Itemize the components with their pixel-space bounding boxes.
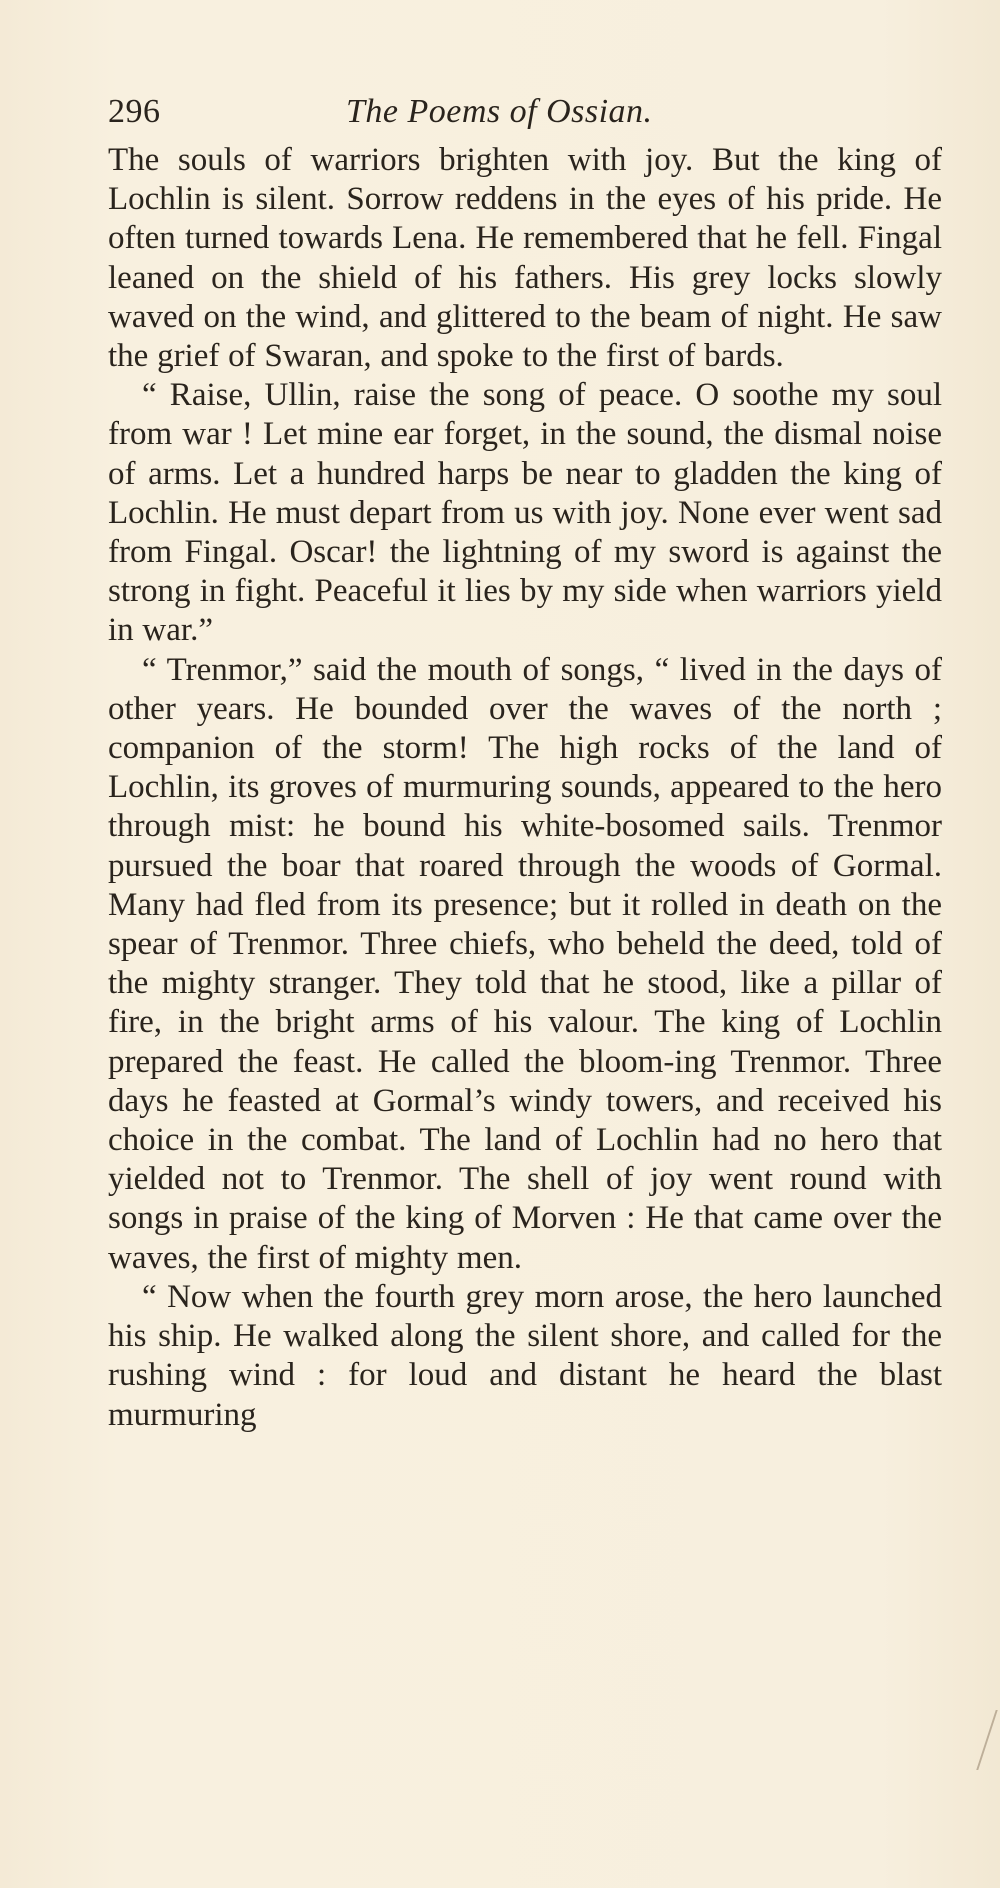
page-header: [108, 92, 908, 132]
running-title: The Poems of Ossian.: [346, 93, 653, 130]
paragraph-2: “ Raise, Ullin, raise the song of peace. O soothe my soul from war ! Let mine ear forget, in the sound, the dismal noise of arms. Let a hundred harps be near to gladden the king of Lochlin. He must depart from us with joy. None ever went sad from Fingal. Oscar! the lightning of my sword is against the strong in fight. Peaceful it lies by my side when warriors yield in war.”: [108, 377, 942, 649]
paragraph-4: “ Now when the fourth grey morn arose, the hero launched his ship. He walked along the silent shore, and called for the rushing wind : for loud and distant he heard the blast murmuring: [108, 1278, 942, 1433]
book-text-body: [108, 141, 942, 1435]
paragraph-3: “ Trenmor,” said the mouth of songs, “ lived in the days of other years. He bounded over the waves of the north ; companion of the storm! The high rocks of the land of Lochlin, its groves of murmuring sounds, appeared to the hero through mist: he bound his white-bosomed sails. Trenmor pursued the boar that roared through the woods of Gormal. Many had fled from its presence; but it rolled in death on the spear of Trenmor. Three chiefs, who beheld the deed, told of the mighty stranger. They told that he stood, like a pillar of fire, in the bright arms of his valour. The king of Lochlin prepared the feast. He called the bloom-ing Trenmor. Three days he feasted at Gormal’s windy towers, and received his choice in the combat. The land of Lochlin had no hero that yielded not to Trenmor. The shell of joy went round with songs in praise of the king of Morven : He that came over the waves, the first of mighty men.: [108, 651, 942, 1276]
paragraph-1: The souls of warriors brighten with joy. But the king of Lochlin is silent. Sorrow reddens in the eyes of his pride. He often turned towards Lena. He remembered that he fell. Fingal leaned on the shield of his fathers. His grey locks slowly waved on the wind, and glittered to the beam of night. He saw the grief of Swaran, and spoke to the first of bards.: [108, 142, 942, 375]
page-edge-mark: [976, 1710, 1000, 1770]
page-number: 296: [108, 93, 161, 130]
